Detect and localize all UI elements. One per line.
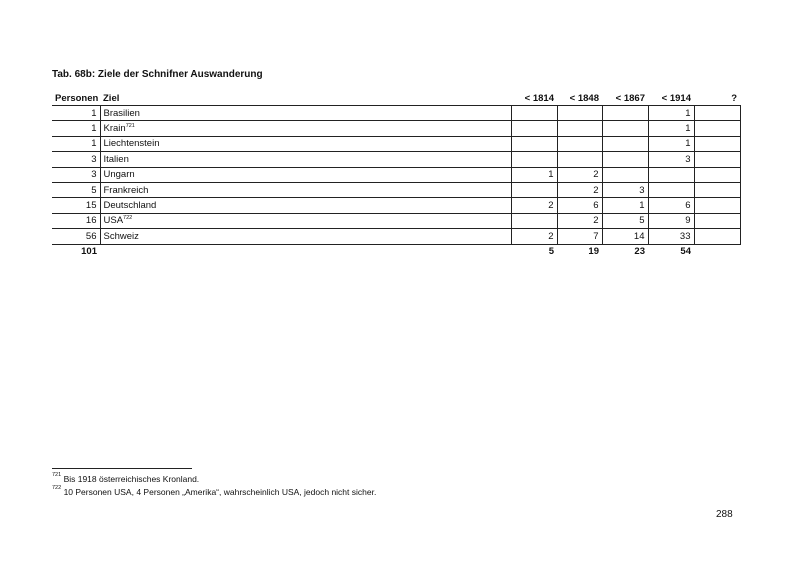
- cell-unk: [694, 213, 740, 228]
- total-c1814: 5: [511, 244, 557, 259]
- footnote-rule: [52, 468, 192, 469]
- ziel-label: Brasilien: [103, 107, 140, 119]
- emigration-table: [52, 91, 741, 259]
- table-row: [52, 198, 740, 213]
- table-row: [52, 213, 740, 228]
- footnote-ref: 721: [125, 123, 135, 130]
- cell-c1867: 3: [602, 182, 648, 197]
- page-number: 288: [716, 509, 733, 520]
- cell-personen: 1: [52, 121, 100, 136]
- ziel-label: USA: [103, 215, 124, 227]
- footnote-number: 722: [52, 485, 62, 491]
- cell-c1848: [557, 152, 602, 167]
- ziel-label: Deutschland: [103, 200, 157, 212]
- cell-personen: 1: [52, 136, 100, 151]
- total-ziel: [100, 244, 511, 259]
- cell-c1848: [557, 121, 602, 136]
- header-unknown: ?: [694, 91, 740, 106]
- cell-ziel: [100, 213, 511, 228]
- cell-c1814: [511, 121, 557, 136]
- table-header-row: [52, 91, 740, 106]
- total-row: [52, 244, 740, 259]
- footnote-722: [52, 487, 376, 497]
- cell-c1914: 1: [648, 121, 694, 136]
- cell-unk: [694, 152, 740, 167]
- cell-unk: [694, 198, 740, 213]
- ziel-label: Krain: [103, 123, 126, 135]
- cell-c1914: 1: [648, 136, 694, 151]
- cell-c1914: 9: [648, 213, 694, 228]
- ziel-label: Frankreich: [103, 184, 149, 196]
- cell-personen: 15: [52, 198, 100, 213]
- header-personen: Personen: [52, 91, 100, 106]
- total-c1867: 23: [602, 244, 648, 259]
- cell-c1848: [557, 136, 602, 151]
- cell-c1814: 2: [511, 198, 557, 213]
- cell-c1867: [602, 106, 648, 121]
- cell-c1867: 14: [602, 229, 648, 244]
- cell-ziel: [100, 136, 511, 151]
- table-title: Tab. 68b: Ziele der Schnifner Auswanderung: [52, 69, 263, 80]
- cell-ziel: [100, 106, 511, 121]
- cell-personen: 16: [52, 213, 100, 228]
- table-row: [52, 167, 740, 182]
- cell-c1914: 33: [648, 229, 694, 244]
- cell-c1914: [648, 167, 694, 182]
- cell-c1814: [511, 106, 557, 121]
- footnote-text: Bis 1918 österreichisches Kronland.: [63, 474, 200, 484]
- cell-ziel: [100, 182, 511, 197]
- cell-c1914: 6: [648, 198, 694, 213]
- cell-c1867: 5: [602, 213, 648, 228]
- cell-c1848: 2: [557, 167, 602, 182]
- table-row: [52, 136, 740, 151]
- header-1814: < 1814: [511, 91, 557, 106]
- cell-c1848: 2: [557, 213, 602, 228]
- cell-c1867: [602, 121, 648, 136]
- cell-unk: [694, 182, 740, 197]
- cell-unk: [694, 136, 740, 151]
- cell-c1814: [511, 136, 557, 151]
- cell-c1848: 7: [557, 229, 602, 244]
- ziel-label: Italien: [103, 153, 129, 165]
- cell-c1867: [602, 152, 648, 167]
- cell-c1867: [602, 136, 648, 151]
- cell-c1914: 3: [648, 152, 694, 167]
- cell-ziel: [100, 121, 511, 136]
- table-row: [52, 106, 740, 121]
- cell-ziel: [100, 167, 511, 182]
- cell-c1848: 6: [557, 198, 602, 213]
- footnote-721: [52, 474, 199, 484]
- header-ziel: Ziel: [100, 91, 511, 106]
- footnote-number: 721: [52, 472, 62, 478]
- cell-personen: 3: [52, 167, 100, 182]
- cell-c1848: 2: [557, 182, 602, 197]
- ziel-label: Schweiz: [103, 230, 139, 242]
- total-unk: [694, 244, 740, 259]
- table-row: [52, 229, 740, 244]
- total-c1914: 54: [648, 244, 694, 259]
- header-1848: < 1848: [557, 91, 602, 106]
- cell-c1814: 2: [511, 229, 557, 244]
- ziel-label: Ungarn: [103, 169, 135, 181]
- total-personen: 101: [52, 244, 100, 259]
- cell-personen: 1: [52, 106, 100, 121]
- cell-c1914: [648, 182, 694, 197]
- header-1914: < 1914: [648, 91, 694, 106]
- footnote-text: 10 Personen USA, 4 Personen „Amerika“, wahrscheinlich USA, jedoch nicht sicher.: [63, 487, 377, 497]
- table-row: [52, 152, 740, 167]
- total-c1848: 19: [557, 244, 602, 259]
- cell-c1814: [511, 152, 557, 167]
- cell-ziel: [100, 229, 511, 244]
- ziel-label: Liechtenstein: [103, 138, 160, 150]
- cell-c1814: [511, 213, 557, 228]
- cell-unk: [694, 229, 740, 244]
- cell-ziel: [100, 198, 511, 213]
- cell-personen: 3: [52, 152, 100, 167]
- cell-c1814: 1: [511, 167, 557, 182]
- table-row: [52, 121, 740, 136]
- cell-unk: [694, 167, 740, 182]
- cell-personen: 5: [52, 182, 100, 197]
- cell-unk: [694, 106, 740, 121]
- cell-c1848: [557, 106, 602, 121]
- table-row: [52, 182, 740, 197]
- footnote-ref: 722: [123, 215, 133, 222]
- cell-ziel: [100, 152, 511, 167]
- cell-c1914: 1: [648, 106, 694, 121]
- cell-unk: [694, 121, 740, 136]
- cell-c1867: 1: [602, 198, 648, 213]
- cell-c1814: [511, 182, 557, 197]
- header-1867: < 1867: [602, 91, 648, 106]
- cell-personen: 56: [52, 229, 100, 244]
- cell-c1867: [602, 167, 648, 182]
